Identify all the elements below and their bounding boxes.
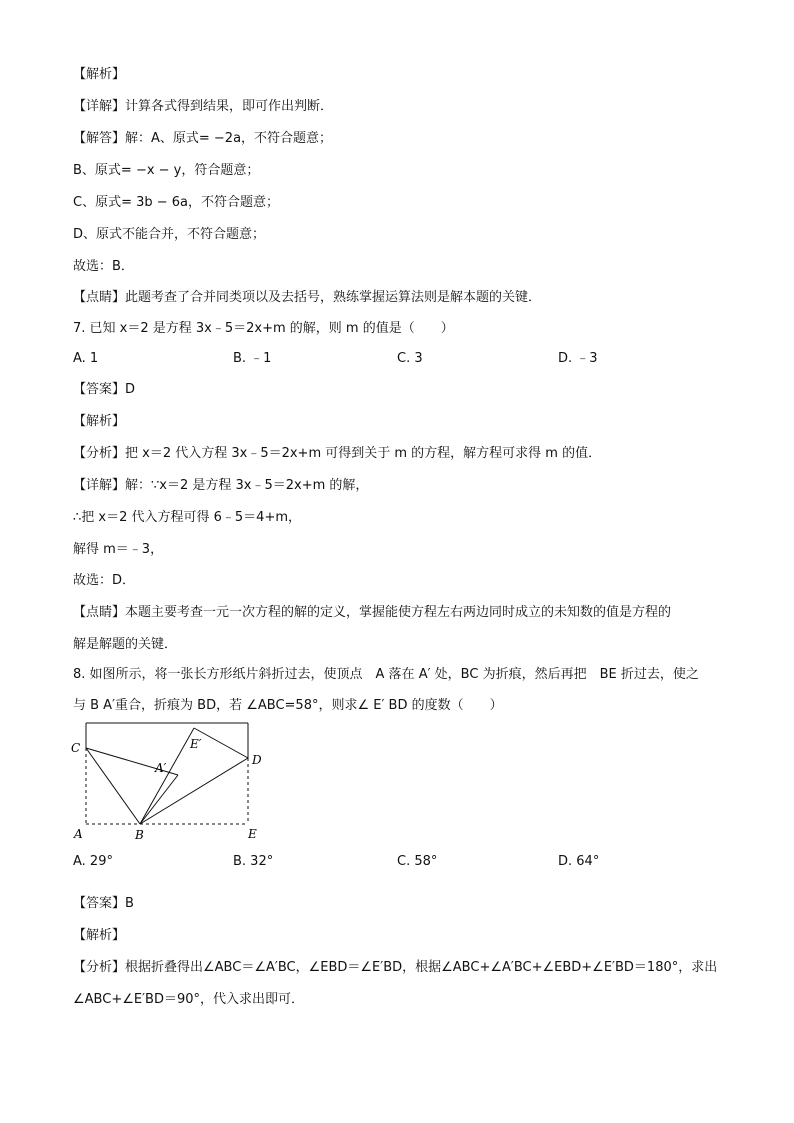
q7-analysis-heading: 【解析】 — [73, 414, 126, 429]
comment-line: 【点睛】此题考查了合并同类项以及去括号，熟练掌握运算法则是解本题的关键． — [73, 290, 542, 305]
q8-option-b: B. 32° — [233, 854, 274, 869]
q7-step1: ∴把 x＝2 代入方程可得 6﹣5＝4+m， — [73, 510, 302, 525]
q8-analysis-2: ∠ABC+∠E′BD＝90°，代入求出即可． — [73, 992, 304, 1007]
answer-line-d: D、原式不能合并，不符合题意； — [73, 227, 266, 242]
q7-detail: 【详解】解：∵x＝2 是方程 3x﹣5＝2x+m 的解， — [73, 478, 369, 493]
q7-option-d: D. ﹣3 — [558, 351, 598, 366]
label-e: E — [248, 827, 257, 841]
choose-line: 故选：B． — [73, 259, 134, 274]
q7-option-a: A. 1 — [73, 351, 99, 366]
crease-bc — [86, 748, 140, 824]
label-d: D — [252, 753, 262, 767]
label-a-prime: A′ — [155, 761, 167, 775]
q8-option-a: A. 29° — [73, 854, 113, 869]
label-a: A — [74, 827, 83, 841]
q7-analysis: 【分析】把 x＝2 代入方程 3x﹣5＝2x+m 可得到关于 m 的方程，解方程可求得 m 的值． — [73, 446, 602, 461]
answer-line-c: C、原式= 3b − 6a，不符合题意； — [73, 195, 280, 210]
label-c: C — [71, 741, 81, 755]
q7-stem: 7. 已知 x＝2 是方程 3x﹣5＝2x+m 的解，则 m 的值是（ ） — [73, 321, 454, 336]
q7-answer: 【答案】D — [73, 382, 136, 397]
label-b: B — [135, 828, 144, 842]
q7-comment-2: 解是解题的关键． — [73, 637, 178, 652]
q7-option-b: B. ﹣1 — [233, 351, 272, 366]
answer-line-a: 【解答】解：A、原式= −2a，不符合题意； — [73, 131, 333, 146]
q7-option-c: C. 3 — [397, 351, 423, 366]
edge-ab — [140, 775, 178, 824]
q8-option-d: D. 64° — [558, 854, 600, 869]
q8-answer: 【答案】B — [73, 896, 134, 911]
q8-stem-1: 8. 如图所示，将一张长方形纸片斜折过去，使顶点 A 落在 A′ 处，BC 为折痕，然后再把 BE 折过去，使之 — [73, 667, 699, 682]
q7-comment-1: 【点睛】本题主要考查一元一次方程的解的定义，掌握能使方程左右两边同时成立的未知数的值是方程的 — [73, 605, 672, 620]
analysis-heading: 【解析】 — [73, 67, 126, 82]
edge-e-prime-d — [194, 728, 248, 758]
q8-analysis-heading: 【解析】 — [73, 928, 126, 943]
q8-analysis-1: 【分析】根据折叠得出∠ABC＝∠A′BC，∠EBD＝∠E′BD，根据∠ABC+∠A′BC+∠EBD+∠E′BD＝180°，求出 — [73, 960, 718, 975]
detail-line: 【详解】计算各式得到结果，即可作出判断． — [73, 99, 334, 114]
q8-stem-2: 与 B A′重合，折痕为 BD，若 ∠ABC=58°，则求∠ E′ BD 的度数（ ） — [73, 698, 503, 713]
label-e-prime: E′ — [190, 737, 202, 751]
folding-figure — [68, 718, 288, 843]
q7-choose: 故选：D． — [73, 573, 136, 588]
q7-step2: 解得 m＝﹣3， — [73, 542, 164, 557]
q8-option-c: C. 58° — [397, 854, 438, 869]
answer-line-b: B、原式= −x − y，符合题意； — [73, 163, 260, 178]
edge-be-prime — [140, 728, 194, 824]
